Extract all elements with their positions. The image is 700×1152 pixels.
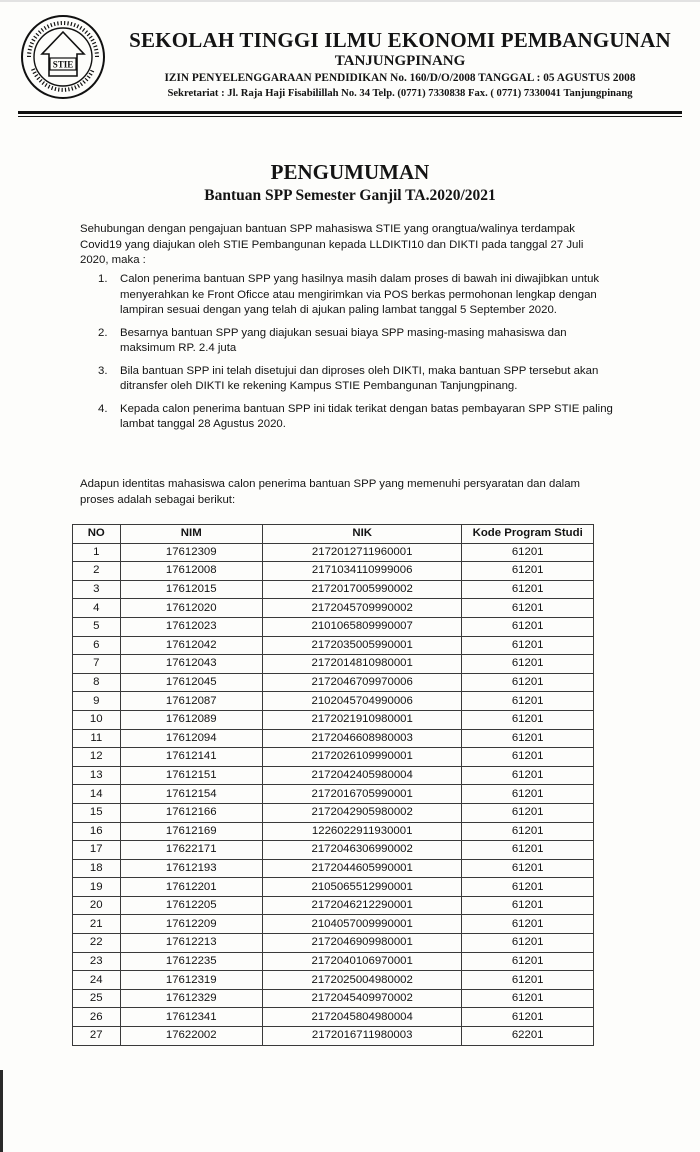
table-row (73, 878, 594, 897)
cell-kode-program-studi: 61201 (462, 692, 594, 711)
cell-kode-program-studi: 61201 (462, 934, 594, 953)
table-row (73, 1008, 594, 1027)
cell-kode-program-studi: 61201 (462, 878, 594, 897)
cell-kode-program-studi: 61201 (462, 617, 594, 636)
cell-no: 15 (73, 803, 121, 822)
cell-no: 8 (73, 673, 121, 692)
cell-nim: 17612209 (120, 915, 262, 934)
header-nim: NIM (120, 525, 262, 544)
table-row (73, 896, 594, 915)
cell-nik: 2172016705990001 (262, 785, 461, 804)
cell-nim: 17612319 (120, 971, 262, 990)
cell-nim: 17612045 (120, 673, 262, 692)
cell-nik: 2172016711980003 (262, 1027, 461, 1046)
cell-kode-program-studi: 61201 (462, 859, 594, 878)
table-row (73, 989, 594, 1008)
document-title: PENGUMUMAN (270, 160, 430, 184)
table-row (73, 562, 594, 581)
intro-paragraph: Sehubungan dengan pengajuan bantuan SPP mahasiswa STIE yang orangtua/walinya terdampak Covid19 yang diajukan oleh STIE Pembangunan kepada LLDIKTI10 dan DIKTI pada tanggal 27 Juli 2020, maka : (80, 223, 584, 266)
cell-kode-program-studi: 61201 (462, 655, 594, 674)
cell-nim: 17612141 (120, 748, 262, 767)
list-item (80, 272, 620, 319)
cell-no: 6 (73, 636, 121, 655)
cell-nim: 17612329 (120, 989, 262, 1008)
cell-kode-program-studi: 61201 (462, 710, 594, 729)
header-kode-program-studi: Kode Program Studi (462, 525, 594, 544)
table-row (73, 543, 594, 562)
cell-no: 4 (73, 599, 121, 618)
table-row (73, 599, 594, 618)
cell-kode-program-studi: 61201 (462, 915, 594, 934)
cell-nik: 2172046306990002 (262, 841, 461, 860)
institution-permit: IZIN PENYELENGGARAAN PENDIDIKAN No. 160/D/O/2008 TANGGAL : 05 AGUSTUS 2008 (164, 72, 636, 84)
scan-edge-left (0, 1070, 3, 1152)
list-item-text: Kepada calon penerima bantuan SPP ini tidak terikat dengan batas pembayaran SPP STIE paling lambat tanggal 28 Agustus 2020. (120, 402, 613, 430)
cell-no: 18 (73, 859, 121, 878)
cell-nik: 2172026109990001 (262, 748, 461, 767)
cell-nik: 2172017005990002 (262, 580, 461, 599)
cell-nik: 2172025004980002 (262, 971, 461, 990)
cell-nim: 17612043 (120, 655, 262, 674)
cell-no: 3 (73, 580, 121, 599)
cell-kode-program-studi: 61201 (462, 971, 594, 990)
cell-kode-program-studi: 61201 (462, 673, 594, 692)
cell-no: 26 (73, 1008, 121, 1027)
cell-nik: 2172012711960001 (262, 543, 461, 562)
table-row (73, 934, 594, 953)
cell-kode-program-studi: 61201 (462, 599, 594, 618)
cell-no: 16 (73, 822, 121, 841)
cell-nik: 2172045804980004 (262, 1008, 461, 1027)
table-row (73, 617, 594, 636)
table-row (73, 766, 594, 785)
cell-no: 24 (73, 971, 121, 990)
cell-no: 21 (73, 915, 121, 934)
cell-nim: 17612020 (120, 599, 262, 618)
cell-nim: 17612309 (120, 543, 262, 562)
cell-no: 17 (73, 841, 121, 860)
cell-no: 9 (73, 692, 121, 711)
table-row (73, 748, 594, 767)
list-item (80, 402, 620, 433)
cell-nik: 2172035005990001 (262, 636, 461, 655)
scan-edge-top (0, 0, 700, 2)
cell-nik: 2172046909980001 (262, 934, 461, 953)
cell-kode-program-studi: 62201 (462, 1027, 594, 1046)
cell-kode-program-studi: 61201 (462, 636, 594, 655)
cell-nik: 1226022911930001 (262, 822, 461, 841)
cell-nim: 17612205 (120, 896, 262, 915)
cell-kode-program-studi: 61201 (462, 952, 594, 971)
cell-nik: 2172042905980002 (262, 803, 461, 822)
cell-no: 13 (73, 766, 121, 785)
cell-kode-program-studi: 61201 (462, 896, 594, 915)
table-row (73, 710, 594, 729)
cell-no: 2 (73, 562, 121, 581)
cell-nik: 2102045704990006 (262, 692, 461, 711)
cell-nim: 17612193 (120, 859, 262, 878)
institution-name: SEKOLAH TINGGI ILMU EKONOMI PEMBANGUNAN (129, 28, 671, 52)
cell-nik: 2101065809990007 (262, 617, 461, 636)
cell-no: 7 (73, 655, 121, 674)
cell-nim: 17612169 (120, 822, 262, 841)
cell-nim: 17612087 (120, 692, 262, 711)
table-row (73, 822, 594, 841)
cell-no: 20 (73, 896, 121, 915)
cell-nik: 2171034110999006 (262, 562, 461, 581)
table-row (73, 841, 594, 860)
cell-nim: 17622171 (120, 841, 262, 860)
cell-kode-program-studi: 61201 (462, 785, 594, 804)
cell-no: 25 (73, 989, 121, 1008)
cell-nim: 17612015 (120, 580, 262, 599)
cell-no: 1 (73, 543, 121, 562)
cell-kode-program-studi: 61201 (462, 729, 594, 748)
cell-nim: 17612213 (120, 934, 262, 953)
cell-nik: 2172045409970002 (262, 989, 461, 1008)
table-header-row (73, 525, 594, 544)
cell-nim: 17612201 (120, 878, 262, 897)
list-item-number: 1. (98, 273, 108, 285)
institution-logo-seal (20, 14, 106, 100)
cell-nim: 17622002 (120, 1027, 262, 1046)
institution-city: TANJUNGPINANG (334, 53, 466, 69)
list-item-number: 3. (98, 364, 108, 377)
cell-nim: 17612042 (120, 636, 262, 655)
table-row (73, 915, 594, 934)
letterhead-rule-thick (18, 111, 682, 114)
table-row (73, 692, 594, 711)
table-row (73, 952, 594, 971)
cell-nik: 2172042405980004 (262, 766, 461, 785)
table-body (73, 543, 594, 1045)
cell-nim: 17612341 (120, 1008, 262, 1027)
cell-kode-program-studi: 61201 (462, 822, 594, 841)
cell-nim: 17612089 (120, 710, 262, 729)
numbered-list (80, 272, 620, 440)
table-row (73, 729, 594, 748)
cell-nik: 2172046608980003 (262, 729, 461, 748)
header-no: NO (73, 525, 121, 544)
cell-nik: 2104057009990001 (262, 915, 461, 934)
outro-paragraph: Adapun identitas mahasiswa calon penerima bantuan SPP yang memenuhi persyaratan dan dalam proses adalah sebagai berikut: (80, 478, 581, 506)
cell-nim: 17612166 (120, 803, 262, 822)
cell-no: 10 (73, 710, 121, 729)
table-row (73, 636, 594, 655)
list-item (80, 364, 620, 395)
cell-kode-program-studi: 61201 (462, 1008, 594, 1027)
table-row (73, 971, 594, 990)
cell-kode-program-studi: 61201 (462, 766, 594, 785)
institution-secretariat: Sekretariat : Jl. Raja Haji Fisabilillah No. 34 Telp. (0771) 7330838 Fax. ( 0771) 7330041 Tanjungpinang (167, 88, 633, 99)
cell-no: 19 (73, 878, 121, 897)
table-row (73, 859, 594, 878)
cell-kode-program-studi: 61201 (462, 989, 594, 1008)
cell-nik: 2172045709990002 (262, 599, 461, 618)
cell-nik: 2172021910980001 (262, 710, 461, 729)
table-row (73, 655, 594, 674)
list-item (80, 326, 620, 357)
cell-no: 14 (73, 785, 121, 804)
cell-nim: 17612008 (120, 562, 262, 581)
table-row (73, 785, 594, 804)
cell-kode-program-studi: 61201 (462, 841, 594, 860)
cell-kode-program-studi: 61201 (462, 580, 594, 599)
letterhead-rule-thin (18, 116, 682, 117)
cell-kode-program-studi: 61201 (462, 562, 594, 581)
table-row (73, 803, 594, 822)
cell-nik: 2105065512990001 (262, 878, 461, 897)
list-item-text: Bila bantuan SPP ini telah disetujui dan diproses oleh DIKTI, maka bantuan SPP tersebut akan ditransfer oleh DIKTI ke rekening Kampus STIE Pembangunan Tanjungpinang. (120, 364, 599, 392)
cell-kode-program-studi: 61201 (462, 803, 594, 822)
cell-nim: 17612235 (120, 952, 262, 971)
cell-no: 23 (73, 952, 121, 971)
cell-kode-program-studi: 61201 (462, 543, 594, 562)
cell-nik: 2172044605990001 (262, 859, 461, 878)
cell-nik: 2172014810980001 (262, 655, 461, 674)
students-table (72, 524, 594, 1046)
list-item-text: Calon penerima bantuan SPP yang hasilnya masih dalam proses di bawah ini diwajibkan untuk menyerahkan ke Front Oficce atau mengirimkan via POS berkas permohonan lengkap dengan lampiran sesuai dengan yang telah di ajukan paling lambat tanggal 5 September 2020. (120, 273, 600, 316)
cell-nim: 17612023 (120, 617, 262, 636)
table-row (73, 1027, 594, 1046)
cell-nim: 17612094 (120, 729, 262, 748)
list-item-number: 2. (98, 326, 108, 339)
table-row (73, 673, 594, 692)
cell-no: 12 (73, 748, 121, 767)
cell-nim: 17612154 (120, 785, 262, 804)
cell-nik: 2172046709970006 (262, 673, 461, 692)
cell-nik: 2172046212290001 (262, 896, 461, 915)
svg-text:STIE: STIE (52, 59, 74, 70)
cell-no: 11 (73, 729, 121, 748)
cell-no: 27 (73, 1027, 121, 1046)
cell-nik: 2172040106970001 (262, 952, 461, 971)
cell-no: 22 (73, 934, 121, 953)
cell-kode-program-studi: 61201 (462, 748, 594, 767)
cell-no: 5 (73, 617, 121, 636)
list-item-number: 4. (98, 402, 108, 415)
cell-nim: 17612151 (120, 766, 262, 785)
header-nik: NIK (262, 525, 461, 544)
list-item-text: Besarnya bantuan SPP yang diajukan sesuai biaya SPP masing-masing mahasiswa dan maksimum RP. 2.4 juta (120, 326, 567, 354)
table-row (73, 580, 594, 599)
document-subtitle: Bantuan SPP Semester Ganjil TA.2020/2021 (204, 187, 496, 204)
